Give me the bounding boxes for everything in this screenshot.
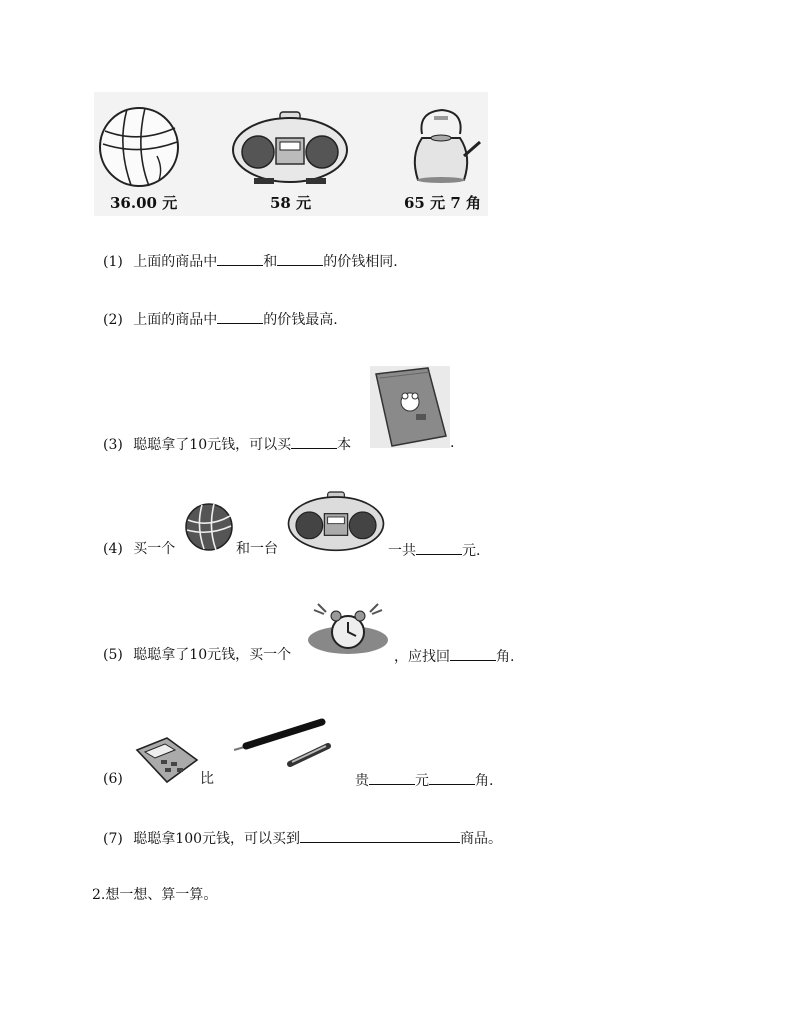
answer-blank[interactable] [429, 770, 475, 785]
question-4-end: 一共 元. [388, 540, 480, 560]
answer-blank[interactable] [217, 251, 263, 266]
section-heading: 2.想一想、算一算。 [92, 887, 218, 903]
notebook-icon [370, 366, 450, 448]
calculator-icon [133, 736, 199, 784]
question-3: (3) 聪聪拿了10元钱，可以买 本 [103, 434, 351, 454]
question-1: (1) 上面的商品中 和 的价钱相同. [103, 251, 398, 271]
answer-blank[interactable] [416, 540, 462, 555]
price-volleyball: 36.00 元 [110, 194, 178, 212]
price-kettle: 65 元 7 角 [404, 194, 481, 212]
question-number: (4) [103, 541, 123, 557]
price-radio: 58 元 [270, 194, 312, 212]
volleyball-icon [97, 106, 181, 188]
answer-blank[interactable] [369, 770, 415, 785]
answer-blank[interactable] [300, 828, 460, 843]
alarm-clock-icon [306, 598, 390, 658]
question-6-end: 贵 元 角. [355, 770, 493, 790]
question-7: (7) 聪聪拿100元钱，可以买到 商品。 [103, 828, 502, 848]
answer-blank[interactable] [277, 251, 323, 266]
kettle-icon [408, 106, 484, 186]
pen-icon [230, 716, 334, 772]
radio-icon [230, 110, 350, 186]
question-number: (7) [103, 831, 123, 847]
answer-blank[interactable] [291, 434, 337, 449]
volleyball-icon [184, 502, 234, 552]
question-5: (5) 聪聪拿了10元钱，买一个 [103, 647, 292, 663]
question-2: (2) 上面的商品中 的价钱最高. [103, 309, 338, 329]
answer-blank[interactable] [450, 646, 496, 661]
question-6-mid: 比 [200, 771, 214, 787]
question-4-mid: 和一台 [236, 541, 278, 557]
question-6 [103, 770, 123, 788]
question-5-end: ，应找回 角. [394, 646, 514, 666]
question-3-end: . [450, 435, 455, 451]
answer-blank[interactable] [217, 309, 263, 324]
question-number: (2) [103, 312, 123, 328]
radio-icon [286, 490, 386, 554]
question-number: (5) [103, 647, 123, 663]
question-number: (3) [103, 437, 123, 453]
question-number: (1) [103, 254, 123, 270]
question-number: (6) [103, 771, 123, 787]
question-4: (4) 买一个 [103, 541, 176, 557]
